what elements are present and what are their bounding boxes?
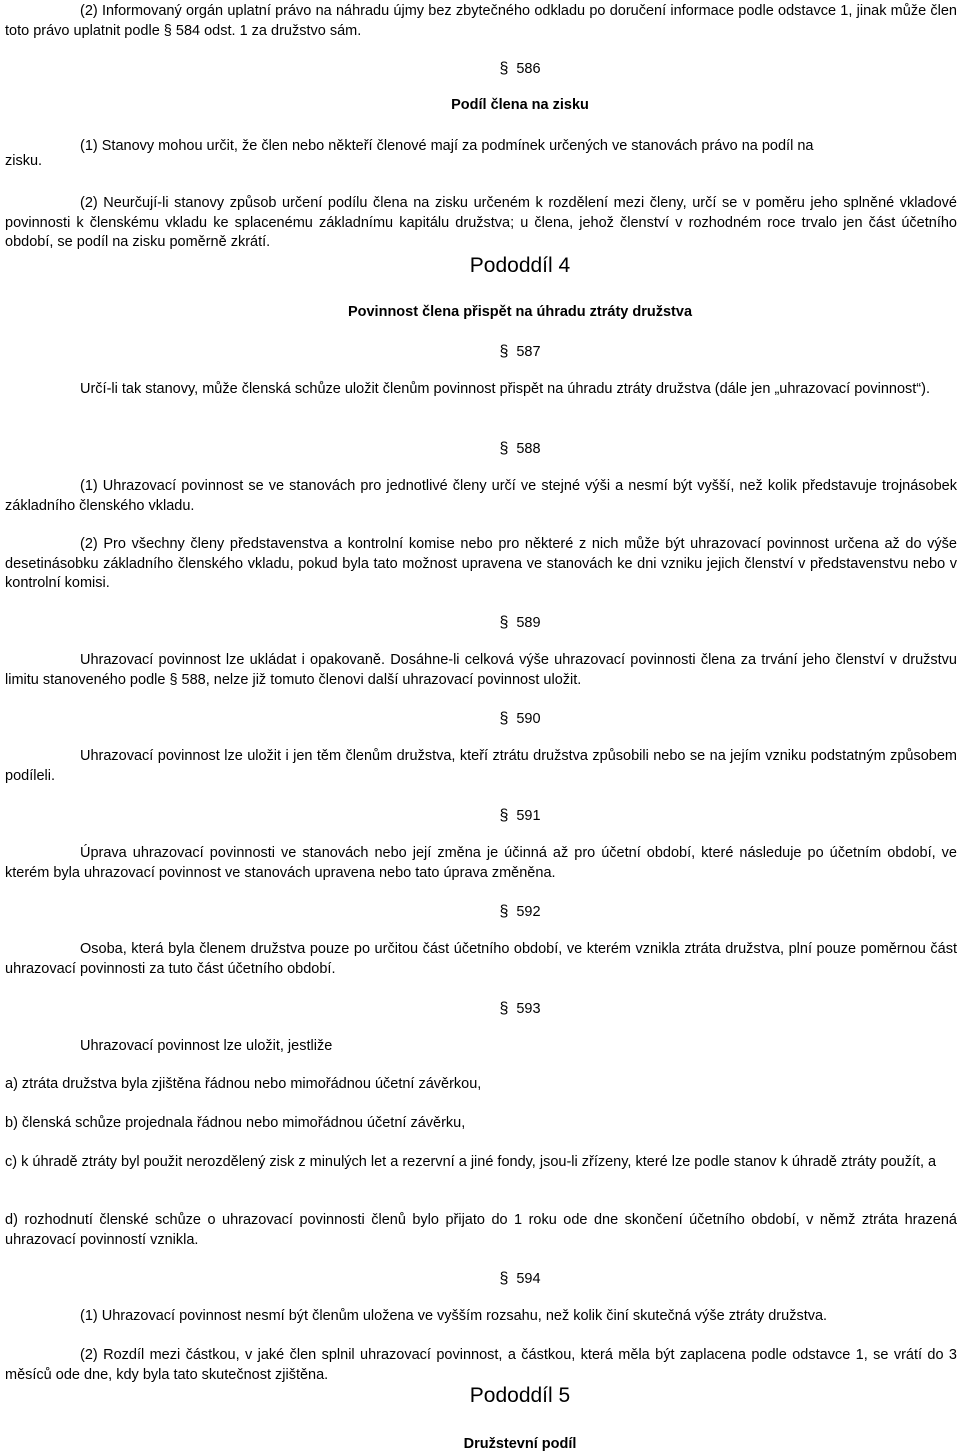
section-594-heading: § 594 <box>499 1270 541 1287</box>
section-588-heading: § 588 <box>499 440 541 457</box>
paragraph-588-2: (2) Pro všechny členy představenstva a kontrolní komise nebo pro některé z nich může být uhrazovací povinnost určena až do výše desetinásobku základního členského vkladu, pokud byla tato možnost upravena ve stanovách ke dni vzniku jejich členství v představenstvu nebo v kontrolní komisi. <box>5 536 957 591</box>
paragraph-592: Osoba, která byla členem družstva pouze po určitou část účetního období, ve kterém vznikla ztráta družstva, plní pouze poměrnou část uhrazovací povinnosti za tuto část účetního období. <box>5 941 957 977</box>
paragraph-589: Uhrazovací povinnost lze ukládat i opakovaně. Dosáhne-li celková výše uhrazovací povinnosti člena za trvání jeho členství v družstvu limitu stanoveného podle § 588, nelze již tomuto členovi další uhrazovací povinnost uložit. <box>5 652 957 688</box>
section-587-heading: § 587 <box>499 343 541 360</box>
paragraph-591: Úprava uhrazovací povinnosti ve stanovách nebo její změna je účinná až pro účetní období, které následuje po účetním období, ve kterém byla uhrazovací povinnost ve stanovách upravena nebo tato úprava změněna. <box>5 845 957 881</box>
section-symbol-icon: § <box>499 903 509 920</box>
section-symbol-icon: § <box>499 343 509 360</box>
paragraph-586-2: (2) Neurčují-li stanovy způsob určení podílu člena na zisku určeném k rozdělení mezi členy, určí se v poměru jeho splněné vkladové povinnosti k členskému vkladu ke splacenému základnímu kapitálu družstva; u člena, jehož členství v rozhodném roce trvalo jen část účetního období, se podíl na zisku poměrně zkrátí. <box>5 195 957 250</box>
paragraph-585-2: (2) Informovaný orgán uplatní právo na náhradu újmy bez zbytečného odkladu po doručení informace podle odstavce 1, jinak může člen toto právo uplatnit podle § 584 odst. 1 za družstvo sám. <box>5 3 957 39</box>
paragraph-594-1: (1) Uhrazovací povinnost nesmí být členům uložena ve vyšším rozsahu, než kolik činí skutečná výše ztráty družstva. <box>80 1308 828 1324</box>
section-symbol-icon: § <box>499 807 509 824</box>
list-item-593-d: d) rozhodnutí členské schůze o uhrazovací povinnosti členů bylo přijato do 1 roku ode dne skončení účetního období, v němž ztráta hrazená uhrazovací povinností vznikla. <box>5 1212 957 1248</box>
pododdil-5-title: Družstevní podíl <box>463 1436 577 1452</box>
section-symbol-icon: § <box>499 614 509 631</box>
section-592-heading: § 592 <box>499 903 541 920</box>
paragraph-593-intro: Uhrazovací povinnost lze uložit, jestliže <box>80 1038 333 1054</box>
section-586-title: Podíl člena na zisku <box>451 97 589 113</box>
paragraph-586-1-continuation: zisku. <box>5 153 43 169</box>
section-symbol-icon: § <box>499 710 509 727</box>
section-591-heading: § 591 <box>499 807 541 824</box>
pododdil-4-heading: Pododdíl 4 <box>469 254 571 277</box>
section-symbol-icon: § <box>499 1270 509 1287</box>
section-symbol-icon: § <box>499 1000 509 1017</box>
paragraph-586-1: (1) Stanovy mohou určit, že člen nebo někteří členové mají za podmínek určených ve stanovách právo na podíl na <box>80 138 814 154</box>
paragraph-588-1: (1) Uhrazovací povinnost se ve stanovách pro jednotlivé členy určí ve stejné výši a nesmí být vyšší, než kolik představuje trojnásobek základního členského vkladu. <box>5 478 957 514</box>
pododdil-5-heading: Pododdíl 5 <box>469 1384 571 1407</box>
section-590-heading: § 590 <box>499 710 541 727</box>
paragraph-594-2: (2) Rozdíl mezi částkou, v jaké člen splnil uhrazovací povinnost, a částkou, která měla být zaplacena podle odstavce 1, se vrátí do 3 měsíců ode dne, kdy byla tato skutečnost zjištěna. <box>5 1347 957 1383</box>
paragraph-590: Uhrazovací povinnost lze uložit i jen těm členům družstva, kteří ztrátu družstva způsobili nebo se na jejím vzniku podstatným způsobem podíleli. <box>5 748 957 784</box>
section-symbol-icon: § <box>499 440 509 457</box>
list-item-593-a: a) ztráta družstva byla zjištěna řádnou nebo mimořádnou účetní závěrkou, <box>5 1076 482 1092</box>
pododdil-4-title: Povinnost člena přispět na úhradu ztráty družstva <box>347 304 693 320</box>
list-item-593-b: b) členská schůze projednala řádnou nebo mimořádnou účetní závěrku, <box>5 1115 466 1131</box>
paragraph-587: Určí-li tak stanovy, může členská schůze uložit členům povinnost přispět na úhradu ztráty družstva (dále jen „uhrazovací povinnost“). <box>80 381 930 397</box>
section-586-heading: § 586 <box>499 60 541 77</box>
list-item-593-c: c) k úhradě ztráty byl použit nerozdělený zisk z minulých let a rezervní a jiné fondy, jsou-li zřízeny, které lze podle stanov k úhradě ztráty použít, a <box>5 1154 937 1170</box>
section-symbol-icon: § <box>499 60 509 77</box>
section-589-heading: § 589 <box>499 614 541 631</box>
section-593-heading: § 593 <box>499 1000 541 1017</box>
